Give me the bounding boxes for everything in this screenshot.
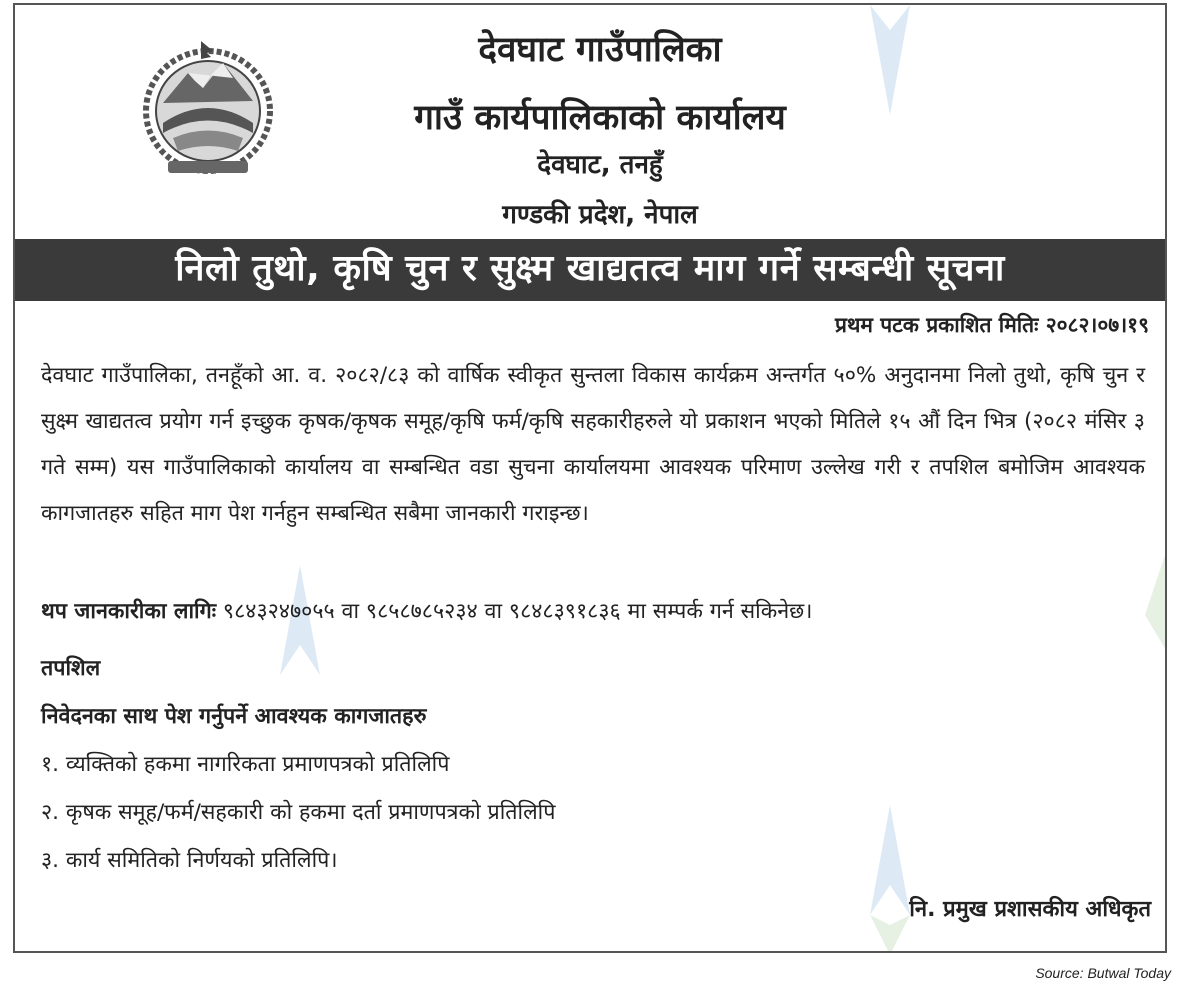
- office-header: [15, 5, 1165, 237]
- watermark-arrow-icon: [280, 565, 320, 705]
- office-name: गाउँ कार्यपालिकाको कार्यालय: [414, 98, 786, 138]
- source-credit: Source: Butwal Today: [1035, 965, 1171, 981]
- office-location: देवघाट, तनहुँ: [537, 150, 663, 180]
- notice-title: निलो तुथो, कृषि चुन र सुक्ष्म खाद्यतत्व माग गर्ने सम्बन्धी सूचना: [15, 239, 1165, 301]
- list-item: २. कृषक समूह/फर्म/सहकारी को हकमा दर्ता प्रमाणपत्रको प्रतिलिपि: [41, 800, 556, 825]
- details-label: तपशिल: [41, 656, 101, 681]
- contact-numbers: ९८४३२४७०५५ वा ९८५८७८५२३४ वा ९८४८३९१८३६ मा सम्पर्क गर्न सकिनेछ।: [222, 599, 813, 624]
- watermark-arrow-icon: [1145, 525, 1165, 665]
- contact-label: थप जानकारीका लागिः: [41, 599, 217, 624]
- documents-heading: निवेदनका साथ पेश गर्नुपर्ने आवश्यक कागजातहरु: [41, 704, 427, 729]
- list-item: १. व्यक्तिको हकमा नागरिकता प्रमाणपत्रको प्रतिलिपि: [41, 752, 450, 777]
- notice-frame: [13, 3, 1167, 953]
- province-country: गण्डकी प्रदेश, नेपाल: [502, 200, 698, 230]
- signatory: नि. प्रमुख प्रशासकीय अधिकृत: [909, 897, 1151, 922]
- notice-body: देवघाट गाउँपालिका, तनहूँको आ. व. २०८२/८३ को वार्षिक स्वीकृत सुन्तला विकास कार्यक्रम अन्तर्गत ५०% अनुदानमा निलो तुथो, कृषि चुन र सुक्ष्म खाद्यतत्व प्रयोग गर्न इच्छुक कृषक/कृषक समूह/कृषि फर्म/कृषि सहकारीहरुले यो प्रकाशन भएको मितिले १५ औं दिन भित्र (२०८२ मंसिर ३ गते सम्म) यस गाउँपालिकाको कार्यालय वा सम्बन्धित वडा सुचना कार्यालयमा आवश्यक परिमाण उल्लेख गरी र तपशिल बमोजिम आवश्यक कागजातहरु सहित माग पेश गर्नहुन सम्बन्धित सबैमा जानकारी गराइन्छ।: [41, 363, 1145, 526]
- municipality-name: देवघाट गाउँपालिका: [478, 30, 722, 70]
- watermark-arrow-icon: [870, 805, 910, 951]
- published-date: प्रथम पटक प्रकाशित मितिः २०८२।०७।१९: [835, 313, 1149, 337]
- list-item: ३. कार्य समितिको निर्णयको प्रतिलिपि।: [41, 848, 338, 873]
- contact-line: [41, 597, 812, 627]
